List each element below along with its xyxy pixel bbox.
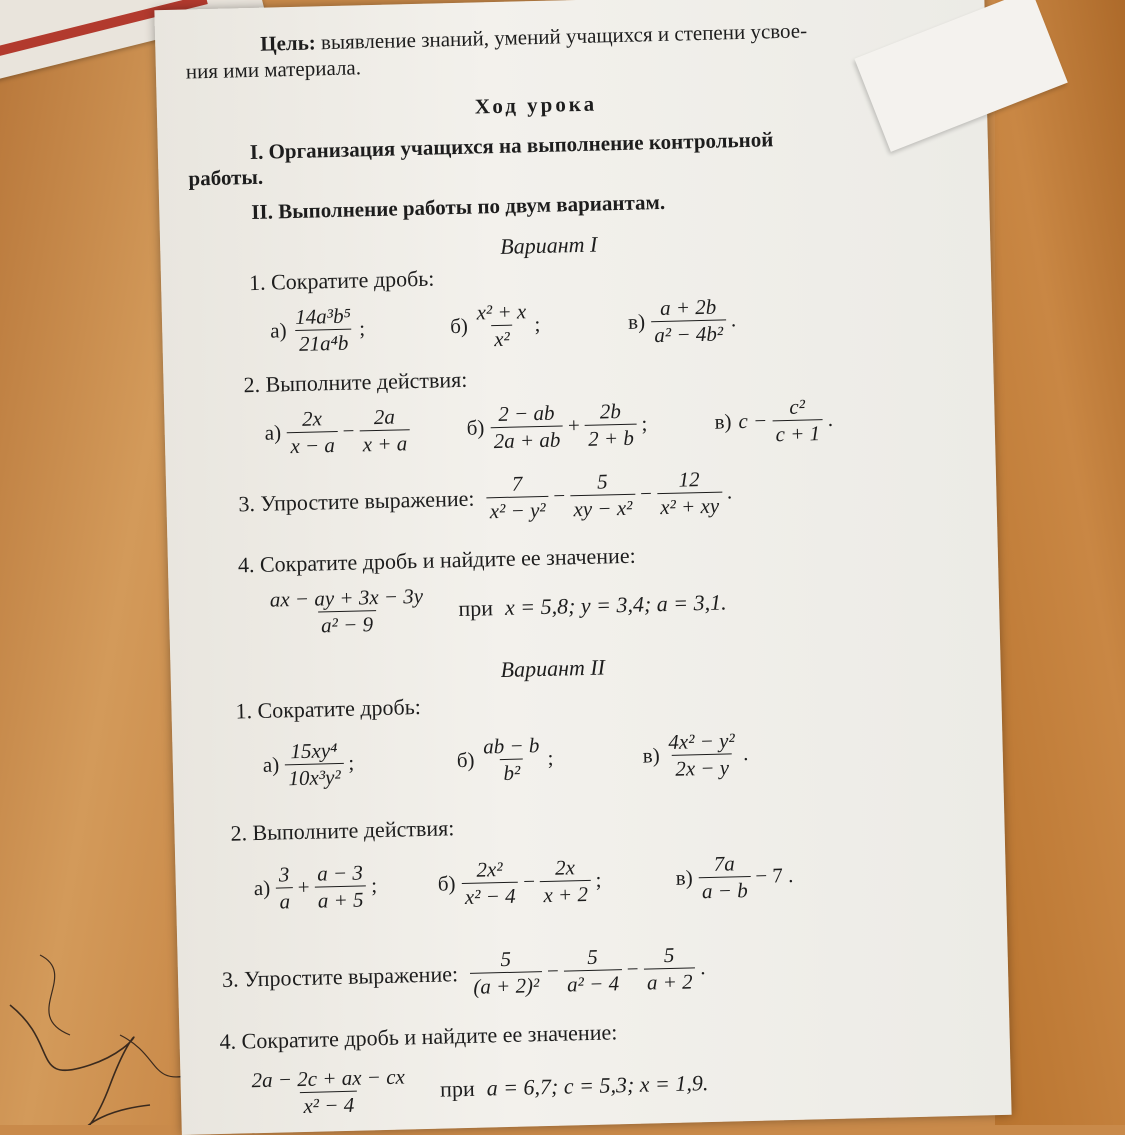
item-label: в) xyxy=(627,309,646,334)
numerator: 2a − 2c + ax − cx xyxy=(251,1064,406,1093)
goal-label: Цель: xyxy=(259,30,317,56)
worksheet-page xyxy=(154,0,1011,1135)
punctuation: . xyxy=(742,741,749,766)
v1-task-1b xyxy=(450,299,544,352)
fraction xyxy=(486,471,549,523)
denominator: x − a xyxy=(287,431,338,458)
punctuation: ; xyxy=(348,750,355,775)
denominator: x² + xy xyxy=(657,492,723,520)
numerator: ab − b xyxy=(482,733,540,759)
numerator: 5 xyxy=(586,944,598,970)
fraction xyxy=(292,304,355,356)
v1-task-1c xyxy=(628,294,740,348)
punctuation: ; xyxy=(358,316,366,341)
v1-task-2b xyxy=(466,398,651,453)
fraction xyxy=(656,467,722,520)
v1-task-1-label: 1. Сократите дробь: xyxy=(248,265,435,296)
fraction xyxy=(650,294,726,347)
fraction xyxy=(480,733,543,786)
denominator: a² − 9 xyxy=(318,610,377,637)
denominator: 10x³y² xyxy=(285,763,344,790)
denominator: x + 2 xyxy=(540,880,591,907)
punctuation: ; xyxy=(370,873,378,898)
item-label: а) xyxy=(264,420,282,445)
punctuation: . xyxy=(699,955,706,980)
denominator: 2x − y xyxy=(672,753,732,780)
denominator: 21a⁴b xyxy=(296,329,352,356)
operator: − xyxy=(546,958,560,983)
fraction xyxy=(584,399,637,451)
punctuation: ; xyxy=(547,745,554,770)
denominator: (a + 2)² xyxy=(470,971,543,999)
punctuation: ; xyxy=(534,311,541,337)
item-label: б) xyxy=(466,415,485,440)
step-2: II. Выполнение работы по двум вариантам. xyxy=(251,189,666,224)
denominator: x² − y² xyxy=(486,496,549,524)
fraction xyxy=(461,857,519,909)
when-word: при xyxy=(439,1075,475,1102)
numerator: 2x xyxy=(554,855,576,880)
v1-task-2-label: 2. Выполните действия: xyxy=(243,366,468,398)
v2-task-4 xyxy=(246,1057,709,1119)
numerator: a + 2b xyxy=(659,294,717,321)
punctuation: . xyxy=(726,479,733,504)
given-values: a = 6,7; c = 5,3; x = 1,9. xyxy=(486,1069,709,1101)
fraction xyxy=(570,469,636,522)
numerator: 12 xyxy=(678,467,700,492)
numerator: ax − ay + 3x − 3y xyxy=(269,583,424,612)
item-label: б) xyxy=(437,871,456,896)
term: c − xyxy=(738,408,768,434)
denominator: c + 1 xyxy=(772,419,823,446)
numerator: 2 − ab xyxy=(497,400,555,427)
denominator: x + a xyxy=(359,429,410,456)
goal-line-2: ния ими материала. xyxy=(185,55,362,84)
task-label: 3. Упростите выражение: xyxy=(238,485,475,516)
item-label: в) xyxy=(714,409,732,434)
goal-text: выявление знаний, умений учащихся и степени усвое- xyxy=(315,18,808,55)
denominator: b² xyxy=(500,759,523,786)
item-label: а) xyxy=(269,318,287,343)
numerator: 14a³b⁵ xyxy=(294,303,352,329)
denominator: a xyxy=(276,887,293,913)
goal-line-1 xyxy=(260,18,807,55)
v2-task-2c xyxy=(675,850,797,904)
denominator: xy − x² xyxy=(570,494,636,522)
term: − 7 . xyxy=(755,862,794,888)
v1-task-1a xyxy=(270,303,369,356)
operator: + xyxy=(297,874,310,900)
numerator: 4x² − y² xyxy=(668,728,736,754)
operator: + xyxy=(567,413,581,438)
punctuation: ; xyxy=(641,411,648,436)
fraction xyxy=(490,400,564,453)
denominator: x² xyxy=(491,325,513,352)
operator: − xyxy=(553,483,566,508)
punctuation: ; xyxy=(595,867,602,892)
v2-task-1c xyxy=(642,728,752,782)
fraction xyxy=(285,738,344,790)
numerator: 5 xyxy=(596,469,608,494)
denominator: a² − 4b² xyxy=(651,319,726,347)
fraction xyxy=(248,1064,408,1119)
item-label: в) xyxy=(642,743,660,768)
v2-task-1b xyxy=(456,733,557,786)
fraction xyxy=(286,406,338,458)
denominator: a + 2 xyxy=(644,967,696,994)
v2-task-4-label: 4. Сократите дробь и найдите ее значение: xyxy=(219,1019,618,1055)
fraction xyxy=(267,584,427,639)
lesson-course-title: Ход урока xyxy=(474,91,598,119)
item-label: б) xyxy=(456,747,475,773)
fraction xyxy=(469,946,542,999)
numerator: 2a xyxy=(373,404,396,430)
punctuation: . xyxy=(827,406,834,431)
denominator: a² − 4 xyxy=(564,969,623,996)
fraction xyxy=(665,728,739,781)
task-label: 3. Упростите выражение: xyxy=(221,960,459,992)
v1-task-4-label: 4. Сократите дробь и найдите ее значение: xyxy=(237,542,636,578)
operator: − xyxy=(342,418,355,443)
fraction xyxy=(698,851,751,903)
numerator: c² xyxy=(789,394,806,419)
numerator: 5 xyxy=(500,946,512,972)
v2-task-2b xyxy=(437,855,605,910)
numerator: 2x² xyxy=(476,857,503,882)
operator: − xyxy=(639,481,653,506)
denominator: x² − 4 xyxy=(300,1091,357,1118)
fraction xyxy=(276,862,294,913)
numerator: 5 xyxy=(663,942,675,968)
v1-task-4 xyxy=(265,577,728,639)
denominator: 2a + ab xyxy=(490,425,563,453)
numerator: 7a xyxy=(713,851,735,876)
denominator: 2 + b xyxy=(585,424,637,451)
numerator: 3 xyxy=(278,862,290,887)
v1-task-3 xyxy=(238,466,736,529)
item-label: а) xyxy=(253,875,271,901)
fraction xyxy=(359,404,411,456)
numerator: 2b xyxy=(599,399,622,424)
variant-2-title: Вариант II xyxy=(500,654,606,683)
when-word: при xyxy=(458,594,494,621)
operator: − xyxy=(522,869,536,894)
numerator: a − 3 xyxy=(316,860,364,886)
fraction xyxy=(643,942,696,994)
operator: − xyxy=(626,956,639,982)
denominator: x² − 4 xyxy=(461,882,518,909)
item-label: в) xyxy=(675,865,693,890)
fraction xyxy=(563,944,622,996)
fraction xyxy=(539,855,591,907)
fraction xyxy=(314,860,367,912)
fraction xyxy=(473,299,530,351)
v2-task-1-label: 1. Сократите дробь: xyxy=(235,694,422,724)
step-1-line-1: I. Организация учащихся на выполнение контрольной xyxy=(249,127,774,165)
punctuation: . xyxy=(730,307,737,332)
denominator: a + 5 xyxy=(315,885,367,912)
fraction xyxy=(772,394,824,446)
v1-task-2a xyxy=(264,404,412,459)
v2-task-2a xyxy=(253,860,380,914)
numerator: 2x xyxy=(301,406,323,431)
v1-task-2c xyxy=(714,394,837,448)
numerator: 7 xyxy=(511,471,523,496)
desk-surface-right xyxy=(995,0,1125,1125)
v2-task-1a xyxy=(262,738,358,791)
step-1-line-2: работы. xyxy=(188,164,264,191)
item-label: б) xyxy=(449,313,469,339)
denominator: a − b xyxy=(699,876,751,903)
numerator: x² + x xyxy=(476,299,527,325)
item-label: а) xyxy=(262,752,280,777)
numerator: 15xy⁴ xyxy=(290,738,338,764)
v2-task-2-label: 2. Выполните действия: xyxy=(230,815,455,846)
variant-1-title: Вариант I xyxy=(499,231,598,259)
given-values: x = 5,8; y = 3,4; a = 3,1. xyxy=(504,589,727,620)
v2-task-3 xyxy=(221,942,709,1005)
